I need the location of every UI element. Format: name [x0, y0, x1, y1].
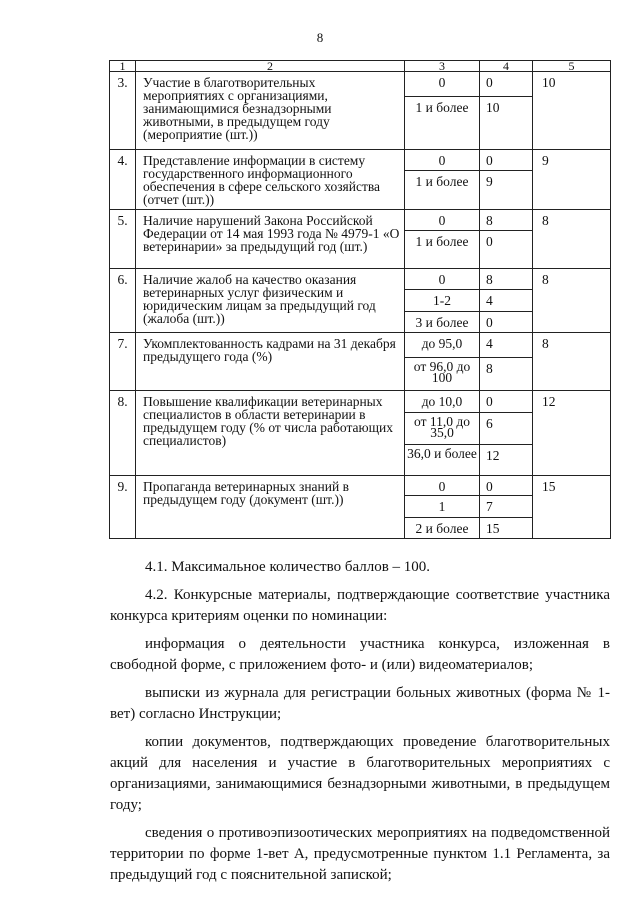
criterion-value: до 95,0 [405, 333, 480, 358]
table-header-row [110, 61, 611, 72]
table-row [110, 150, 611, 171]
row-number: 3. [110, 72, 136, 150]
column-header: 3 [405, 61, 480, 72]
max-points: 8 [533, 269, 611, 333]
criterion-points: 8 [480, 358, 533, 391]
criterion-value: 1 и более [405, 97, 480, 150]
criterion-points: 0 [480, 72, 533, 97]
row-number: 5. [110, 210, 136, 269]
criterion-value: от 11,0 до 35,0 [405, 413, 480, 445]
criterion-value: 0 [405, 269, 480, 290]
column-header: 1 [110, 61, 136, 72]
paragraph: информация о деятельности участника конкурса, изложенная в свободной форме, с приложением фото- и (или) видеоматериалов; [110, 636, 610, 673]
column-header: 4 [480, 61, 533, 72]
criterion-value: 0 [405, 72, 480, 97]
criterion-value: 0 [405, 150, 480, 171]
criterion-points: 8 [480, 269, 533, 290]
criterion-points: 0 [480, 476, 533, 496]
criterion-points: 0 [480, 231, 533, 269]
criterion-points: 9 [480, 171, 533, 210]
criterion-points: 12 [480, 445, 533, 476]
column-header: 2 [136, 61, 405, 72]
criterion-points: 7 [480, 496, 533, 518]
criterion-text: Укомплектованность кадрами на 31 декабря предыдущего года (%) [136, 333, 405, 391]
paragraph: копии документов, подтверждающих проведение благотворительных акций для населения и участие в благотворительных мероприятиях с организациями, занимающимися безнадзорными животными, в предыдущем году; [110, 734, 610, 813]
paragraph: 4.1. Максимальное количество баллов – 100. [145, 559, 431, 575]
criterion-value: 0 [405, 476, 480, 496]
criterion-points: 15 [480, 518, 533, 539]
row-number: 9. [110, 476, 136, 539]
criterion-value: от 96,0 до 100 [405, 358, 480, 391]
row-number: 6. [110, 269, 136, 333]
max-points: 8 [533, 210, 611, 269]
criterion-value: 1-2 [405, 290, 480, 312]
criterion-value: 0 [405, 210, 480, 231]
criterion-points: 0 [480, 312, 533, 333]
criterion-points: 0 [480, 150, 533, 171]
criterion-value: 3 и более [405, 312, 480, 333]
criterion-value: до 10,0 [405, 391, 480, 413]
criterion-points: 6 [480, 413, 533, 445]
max-points: 12 [533, 391, 611, 476]
criterion-value: 1 [405, 496, 480, 518]
max-points: 8 [533, 333, 611, 391]
table-row [110, 476, 611, 496]
criterion-text: Повышение квалификации ветеринарных специалистов в области ветеринарии в предыдущем году (% от числа работающих специалистов) [136, 391, 405, 476]
criterion-text: Участие в благотворительных мероприятиях с организациями, занимающимися безнадзорными животными, в предыдущем году (мероприятие (шт.)) [136, 72, 405, 150]
column-header: 5 [533, 61, 611, 72]
table-row [110, 333, 611, 358]
criterion-value: 1 и более [405, 171, 480, 210]
page-number: 8 [316, 30, 324, 45]
body-text [110, 557, 610, 893]
row-number: 8. [110, 391, 136, 476]
criterion-points: 4 [480, 333, 533, 358]
criterion-text: Пропаганда ветеринарных знаний в предыдущем году (документ (шт.)) [136, 476, 405, 539]
table-row [110, 210, 611, 231]
criterion-value: 1 и более [405, 231, 480, 269]
table-row [110, 72, 611, 97]
criterion-points: 0 [480, 391, 533, 413]
row-number: 4. [110, 150, 136, 210]
criteria-table [109, 60, 611, 539]
row-number: 7. [110, 333, 136, 391]
criterion-text: Наличие жалоб на качество оказания ветеринарных услуг физическим и юридическим лицам за предыдущий год (жалоба (шт.)) [136, 269, 405, 333]
criterion-text: Наличие нарушений Закона Российской Федерации от 14 мая 1993 года № 4979-1 «О ветеринарии» за предыдущий год (шт.) [136, 210, 405, 269]
max-points: 10 [533, 72, 611, 150]
paragraph: сведения о противоэпизоотических мероприятиях на подведомственной территории по форме 1-вет А, предусмотренные пунктом 1.1 Регламента, за предыдущий год с пояснительной запиской; [110, 825, 610, 883]
criterion-text: Представление информации в систему государственного информационного обеспечения в сфере сельского хозяйства (отчет (шт.)) [136, 150, 405, 210]
paragraph: выписки из журнала для регистрации больных животных (форма № 1-вет) согласно Инструкции; [110, 685, 610, 722]
table-row [110, 269, 611, 290]
criterion-points: 10 [480, 97, 533, 150]
criterion-value: 2 и более [405, 518, 480, 539]
table-row [110, 391, 611, 413]
criterion-value: 36,0 и более [405, 445, 480, 476]
max-points: 15 [533, 476, 611, 539]
criterion-points: 8 [480, 210, 533, 231]
max-points: 9 [533, 150, 611, 210]
paragraph: 4.2. Конкурсные материалы, подтверждающие соответствие участника конкурса критериям оценки по номинации: [110, 587, 610, 624]
criterion-points: 4 [480, 290, 533, 312]
